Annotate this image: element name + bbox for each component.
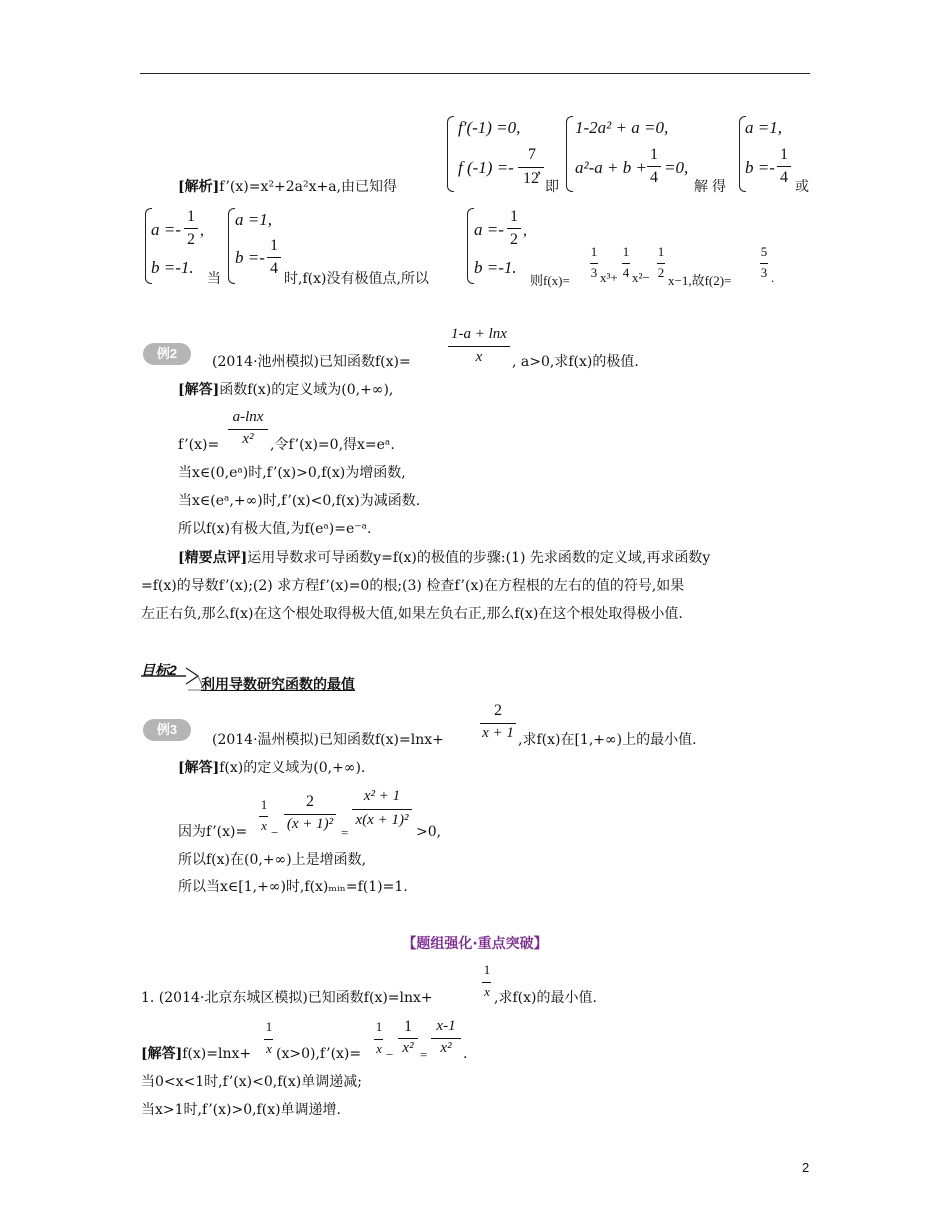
ex2-comment-line2: =f(x)的导数f’(x);(2) 求方程f’(x)=0的根;(3) 检查f’(x)在方程根的左右的值的符号,如果 [141, 578, 685, 594]
term4: . [771, 270, 775, 285]
ex2-frac-num: 1-a + lnx [451, 326, 507, 342]
p1-a-f2-line [374, 1039, 383, 1040]
sys2-line1: 1-2a² + a =0, [575, 118, 669, 137]
ex2-deriv-den: x² [242, 431, 254, 447]
sys5-frac-den: 4 [270, 260, 278, 277]
term3: x−1,故f(2)= [668, 273, 732, 288]
target2-arrow-icon [140, 662, 210, 694]
c3-den: 2 [657, 265, 665, 280]
sys3-frac-num: 1 [780, 146, 788, 163]
brace-sys1 [447, 116, 454, 192]
problem1-line1: 当0<x<1时,f’(x)<0,f(x)单调递减; [141, 1074, 362, 1090]
problem1-answer-pre: [解答]f(x)=lnx+ [141, 1046, 252, 1062]
ex2-deriv-line [228, 429, 268, 430]
sys1-line1: f′(-1) =0, [458, 118, 521, 137]
sys6-frac-den: 2 [510, 231, 518, 248]
example3-question-post: ,求f(x)在[1,+∞)上的最小值. [518, 732, 697, 748]
problem1-answer-mid: (x>0),f’(x)= [276, 1046, 362, 1062]
sys2-line2-end: =0, [664, 158, 689, 177]
brace-sys6 [467, 208, 474, 284]
target2-title: 利用导数研究函数的最值 [201, 677, 355, 693]
ex3-eq: = [341, 825, 349, 840]
ex2-answer-line4: 当x∈(eᵃ,+∞)时,f’(x)<0,f(x)为减函数. [178, 493, 421, 509]
p1-a-f3-line [398, 1038, 418, 1039]
c2-num: 1 [622, 244, 630, 259]
c1-line [590, 263, 598, 264]
c2-den: 4 [622, 265, 630, 280]
term1: x³+ [600, 270, 618, 285]
sys5-frac-num: 1 [270, 237, 278, 254]
ex2-answer-line2-post: ,令f’(x)=0,得x=eᵃ. [270, 437, 395, 453]
sys4-frac-line [184, 228, 198, 229]
p1-q-den: x [484, 984, 490, 999]
ex3-f3-den: x(x + 1)² [355, 812, 409, 828]
header-rule [140, 73, 810, 74]
p1-a-f4-line [431, 1038, 461, 1039]
sys6-line1: a =- [474, 220, 504, 239]
sys5-line1: a =1, [235, 210, 272, 229]
p1-a-f3-den: x² [402, 1040, 414, 1056]
p1-a-minus: − [386, 1047, 394, 1062]
ex3-answer-line2-post: >0, [416, 824, 442, 840]
c2-line [622, 263, 630, 264]
ex3-f2-den: (x + 1)² [286, 816, 334, 832]
ex2-answer-line1: [解答]函数f(x)的定义域为(0,+∞), [178, 382, 394, 398]
sys4-frac-num: 1 [187, 208, 195, 225]
ex3-answer-line1: [解答]f(x)的定义域为(0,+∞). [178, 760, 366, 776]
analysis-intro: f’(x)=x²+2a²x+a,由已知得 [219, 179, 397, 195]
p1-a-f3-num: 1 [404, 1018, 412, 1035]
p1-a-f1-num: 1 [265, 1019, 273, 1034]
huo-text: 或 [795, 179, 809, 195]
p1-a-f1-den: x [266, 1041, 272, 1056]
sys6-comma: , [523, 222, 527, 239]
p1-a-eq: = [420, 1047, 428, 1062]
brace-sys5 [228, 208, 235, 284]
jiede-text: 解得 [694, 179, 730, 195]
example2-tag: 例2 [143, 343, 191, 365]
page-number: 2 [802, 1160, 810, 1175]
p1-q-line [482, 982, 491, 983]
c3-num: 1 [657, 244, 665, 259]
example2-question-pre: (2014·池州模拟)已知函数f(x)= [212, 354, 411, 370]
ex3-frac-den: x + 1 [482, 725, 514, 741]
ex3-f2-line [284, 814, 336, 815]
ex2-answer-line5: 所以f(x)有极大值,为f(eᵃ)=e⁻ᵃ. [178, 521, 372, 537]
fx-result-prefix: 则f(x)= [530, 273, 570, 288]
problem1-question-post: ,求f(x)的最小值. [494, 990, 597, 1006]
ex3-answer-line2-pre: 因为f’(x)= [178, 824, 248, 840]
sys6-frac-num: 1 [510, 208, 518, 225]
sys2-frac-line [647, 166, 661, 167]
brace-sys2 [566, 116, 573, 192]
ex2-comment-line1: [精要点评]运用导数求可导函数y=f(x)的极值的步骤:(1) 先求函数的定义域,再求函数y [178, 550, 711, 566]
ex3-answer-line4: 所以当x∈[1,+∞)时,f(x)ₘᵢₙ=f(1)=1. [178, 879, 408, 895]
ex3-f3-line [352, 809, 412, 810]
ex3-f1-line [259, 816, 268, 817]
sys6-frac-line [507, 228, 521, 229]
sys3-frac-line [777, 166, 791, 167]
ex3-f1-den: x [261, 818, 267, 833]
sys3-line2: b =- [745, 158, 775, 177]
sys4-line1: a =- [151, 220, 181, 239]
ex3-f3-num: x² + 1 [363, 788, 401, 804]
c4-den: 3 [760, 265, 768, 280]
sys2-frac-den: 4 [650, 169, 658, 186]
ex2-deriv-num: a-lnx [232, 409, 264, 425]
target2-tag: 目标2 [141, 662, 177, 678]
sys3-frac-den: 4 [780, 169, 788, 186]
c1-den: 3 [590, 265, 598, 280]
sys6-line2: b =-1. [474, 258, 517, 277]
sys4-line2: b =-1. [151, 258, 194, 277]
problem1-answer-post: . [463, 1046, 468, 1062]
dang-text: 当 [207, 271, 221, 287]
problem1-question-pre: 1. (2014·北京东城区模拟)已知函数f(x)=lnx+ [141, 990, 433, 1006]
sys5-frac-line [267, 257, 281, 258]
c4-num: 5 [760, 244, 768, 259]
sys1-line2: f (-1) =- [458, 158, 514, 177]
sys4-frac-den: 2 [187, 231, 195, 248]
p1-a-f2-num: 1 [375, 1019, 383, 1034]
problem1-line2: 当x>1时,f’(x)>0,f(x)单调递增. [141, 1102, 342, 1118]
ex3-f2-num: 2 [306, 793, 314, 810]
c4-line [760, 263, 768, 264]
sys1-comma: , [537, 160, 541, 177]
term2: x²− [632, 270, 650, 285]
sys3-line1: a =1, [745, 118, 782, 137]
ex3-frac-num: 2 [494, 702, 502, 719]
example3-tag: 例3 [143, 719, 191, 741]
c1-num: 1 [590, 244, 598, 259]
ex2-frac-den: x [475, 349, 483, 365]
p1-a-f1-line [264, 1039, 273, 1040]
sys2-line2: a²-a + b + [575, 158, 647, 177]
ex3-frac-line [480, 723, 516, 724]
ex3-minus: − [271, 825, 279, 840]
p1-a-f4-num: x-1 [436, 1018, 456, 1034]
section-title: 【题组强化·重点突破】 [402, 936, 548, 952]
c3-line [657, 263, 665, 264]
p1-a-f4-den: x² [440, 1040, 452, 1056]
ex3-f1-num: 1 [260, 797, 268, 812]
sys5-line2: b =- [235, 248, 265, 267]
example3-question-pre: (2014·温州模拟)已知函数f(x)=lnx+ [212, 732, 444, 748]
sys1-frac-num: 7 [528, 146, 536, 163]
example2-question-post: , a>0,求f(x)的极值. [512, 354, 639, 370]
sys4-comma: , [200, 222, 204, 239]
no-extremum-text: 时,f(x)没有极值点,所以 [284, 271, 429, 287]
ex2-answer-line2-pre: f’(x)= [178, 437, 220, 453]
ex2-frac-line [448, 346, 510, 347]
p1-q-num: 1 [483, 962, 491, 977]
sys2-frac-num: 1 [650, 146, 658, 163]
ex2-comment-line3: 左正右负,那么f(x)在这个根处取得极大值,如果左负右正,那么f(x)在这个根处取得极小值. [141, 606, 683, 622]
ex2-answer-line3: 当x∈(0,eᵃ)时,f’(x)>0,f(x)为增函数, [178, 465, 406, 481]
sys1-frac-den: 12 [523, 170, 539, 187]
p1-a-f2-den: x [376, 1041, 382, 1056]
ex3-answer-line3: 所以f(x)在(0,+∞)上是增函数, [178, 852, 367, 868]
analysis-label: [解析]f’(x)=x²+2a²x+a,由已知得 [178, 179, 397, 195]
ji-text: 即 [545, 179, 559, 195]
